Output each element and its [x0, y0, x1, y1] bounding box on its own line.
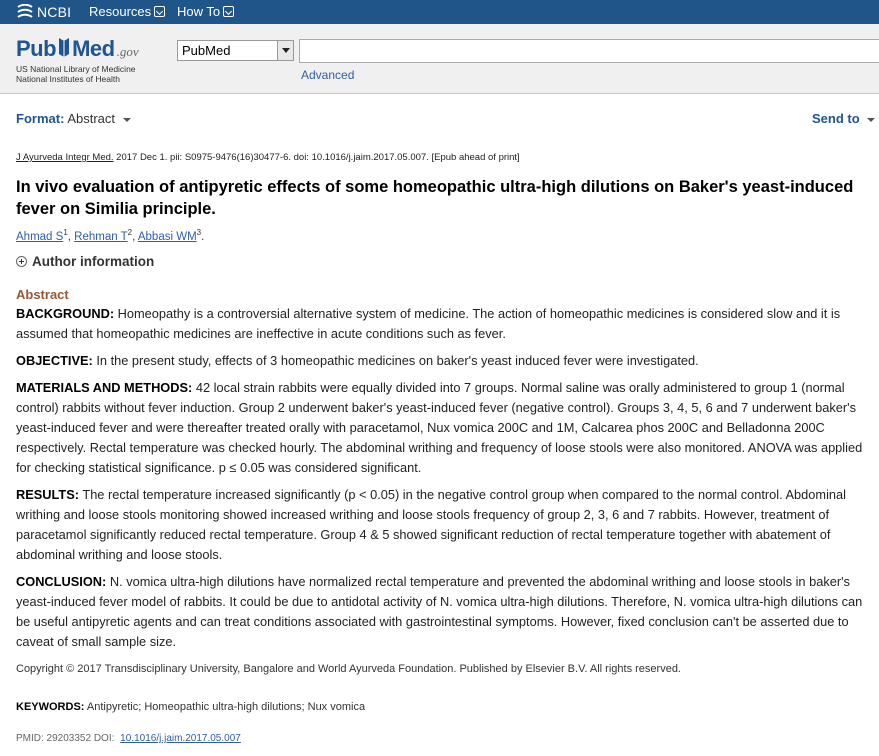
journal-link[interactable]: J Ayurveda Integr Med.	[16, 152, 114, 163]
dropdown-arrow-icon	[277, 41, 293, 60]
format-value: Abstract	[67, 111, 115, 126]
abstract-section	[16, 485, 868, 565]
pubmed-logo[interactable]	[16, 34, 139, 84]
section-label: BACKGROUND:	[16, 306, 115, 321]
abstract-heading: Abstract	[16, 287, 69, 302]
ncbi-helix-icon	[16, 4, 34, 20]
expand-plus-icon	[16, 256, 27, 267]
doi-link[interactable]: 10.1016/j.jaim.2017.05.007	[120, 733, 241, 744]
advanced-search-link[interactable]: Advanced	[301, 68, 355, 82]
section-label: MATERIALS AND METHODS:	[16, 380, 193, 395]
format-selector[interactable]: Format: Abstract	[16, 111, 131, 126]
abstract-section	[16, 378, 868, 478]
chevron-down-icon	[154, 6, 165, 17]
section-label: CONCLUSION:	[16, 574, 107, 589]
ncbi-top-bar	[0, 0, 879, 24]
citation-details: 2017 Dec 1. pii: S0975-9476(16)30477-6. doi: 10.1016/j.jaim.2017.05.007. [Epub ahead of print]	[113, 152, 520, 163]
article-title: In vivo evaluation of antipyretic effects of some homeopathic ultra-high dilutions on Baker's yeast-induced fever on Similia principle.	[16, 178, 854, 218]
author-link[interactable]: Ahmad S	[16, 230, 64, 243]
chevron-down-icon	[223, 6, 234, 17]
logo-pub-text: Pub	[16, 36, 57, 61]
author-list: Ahmad $S^1$, Rehman $T^2$, Abbasi $WM^3$.	[16, 228, 205, 243]
keywords-text: Antipyretic; Homeopathic ultra-high dilutions; Nux vomica	[84, 701, 366, 713]
howto-menu[interactable]	[177, 4, 234, 19]
caret-down-icon	[867, 118, 875, 122]
section-text: 42 local strain rabbits were equally divided into 7 groups. Normal saline was orally administered to group 1 (normal control) rabbits without fever induction. Group 2 underwent baker's yeast-induced fever (negative control). Groups 3, 4, 5, 6 and 7 underwent baker's yeast-induced fever and were thereafter treated orally with paracetamol, Nux vomica 200C and 1M, Calcarea phos 200C and Belladonna 200C respectively. Rectal temperature was checked hourly. The abdominal writhing and frequency of loose stools were also monitored. ANOVA was applied for checking statistical significance. p ≤ 0.05 was considered significant.	[16, 380, 863, 475]
abstract-section	[16, 304, 868, 344]
search-input[interactable]	[299, 39, 879, 63]
database-selected-value: PubMed	[182, 43, 231, 58]
section-text: In the present study, effects of 3 homeopathic medicines on baker's yeast induced fever were investigated.	[92, 353, 699, 368]
pubmed-header	[0, 24, 879, 94]
nlm-subtitle	[16, 64, 139, 84]
author-information-toggle[interactable]	[16, 254, 154, 269]
abstract-body	[16, 304, 868, 679]
ncbi-logo-text: NCBI	[37, 4, 72, 20]
author-link[interactable]: Abbasi WM	[137, 230, 197, 243]
caret-down-icon	[123, 118, 131, 122]
database-select[interactable]	[177, 40, 294, 61]
howto-label: How To	[177, 4, 221, 19]
citation-line	[16, 152, 520, 163]
section-text: Homeopathy is a controversial alternative system of medicine. The action of homeopathic medicines is considered slow and it is assumed that homeopathic medicines are ineffective in acute conditions such as fever.	[16, 306, 841, 341]
logo-gov-text: .gov	[116, 44, 139, 59]
format-label: Format	[16, 111, 61, 126]
keywords-label: KEYWORDS:	[16, 701, 85, 713]
resources-menu[interactable]	[89, 4, 165, 19]
abstract-section	[16, 351, 868, 371]
pmid-text: PMID: 29203352 DOI:	[16, 733, 115, 744]
keywords-line	[16, 701, 365, 713]
pubmed-book-icon	[57, 36, 71, 58]
author-affiliation-number: 3	[196, 228, 202, 237]
resources-label: Resources	[89, 4, 152, 19]
send-to-label: Send to	[812, 111, 860, 126]
author-link[interactable]: Rehman T	[74, 230, 128, 243]
nih-line: National Institutes of Health	[16, 74, 120, 84]
author-affiliation-number: 1	[63, 228, 68, 237]
author-affiliation-number: 2	[127, 228, 133, 237]
abstract-section	[16, 572, 868, 652]
section-text: The rectal temperature increased significantly (p < 0.05) in the negative control group when compared to the normal control. Abdominal writhing and loose stools monitoring showed increased writhing and loose stools frequency of group 2, 3, 6 and 7 rabbits. However, treatment of paracetamol significantly reduced rectal temperature. Group 4 & 5 showed significant reduction of rectal temperature together with abatement of abdominal writhing and loose stools.	[16, 487, 846, 562]
nlm-line: US National Library of Medicine	[16, 64, 136, 74]
section-label: RESULTS:	[16, 487, 80, 502]
copyright-notice: Copyright © 2017 Transdisciplinary University, Bangalore and World Ayurveda Foundation. Published by Elsevier B.V. All rights reserved.	[16, 663, 681, 675]
ncbi-logo[interactable]	[16, 4, 71, 20]
send-to-menu[interactable]	[812, 111, 875, 126]
section-text: N. vomica ultra-high dilutions have normalized rectal temperature and prevented the abdominal writhing and loose stools in baker's yeast-induced fever model of rabbits. It could be due to antidotal activity of N. vomica ultra-high dilutions. Therefore, N. vomica ultra-high dilutions can be useful antipyretic agents and can treat conditions associated with gastrointestinal symptoms. However, fixed conclusion can't be asserted due to caveat of small sample size.	[16, 574, 863, 649]
logo-med-text: Med	[72, 36, 115, 61]
author-information-label: Author information	[32, 254, 155, 269]
section-label: OBJECTIVE:	[16, 353, 93, 368]
pmid-doi-line	[16, 733, 241, 744]
